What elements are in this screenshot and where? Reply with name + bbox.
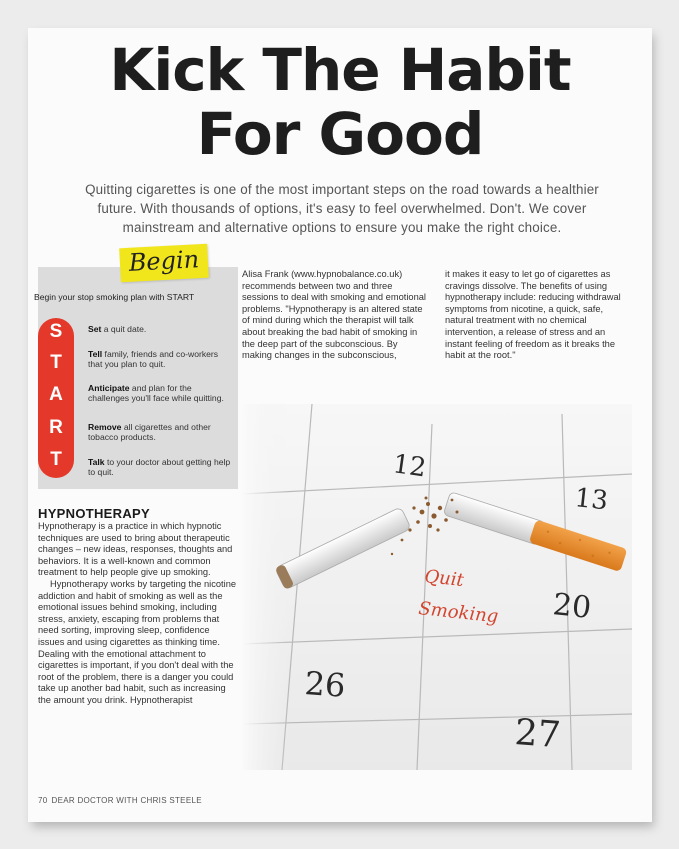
right-column-text: it makes it easy to let go of cigarettes as cravings dissolve. The benefits of using hypnotherapy include: reducing withdrawal symptoms from nicotine, a quick, safe, natural treatment with no chemical intervention, a release of stress and an instant feeling of freedom as it breaks the habit at the root."	[445, 269, 621, 361]
headline-line1: Kick The Habit	[109, 36, 571, 104]
magazine-name: DEAR DOCTOR WITH CHRIS STEELE	[51, 796, 202, 805]
date-12: 12	[391, 449, 428, 484]
step-keyword: Set	[88, 324, 102, 334]
handwriting-quit: Quit	[423, 566, 465, 592]
magazine-page	[28, 28, 652, 822]
date-26: 26	[303, 664, 347, 705]
begin-badge	[119, 244, 209, 283]
intro-paragraph: Quitting cigarettes is one of the most important steps on the road towards a healthier future. With thousands of options, it's easy to feel overwhelmed. Don't. We cover mainstream and alternative options to ensure you make the right choice.	[85, 182, 599, 235]
hypnotherapy-column	[38, 521, 238, 707]
start-step-set	[88, 325, 234, 335]
step-keyword: Talk	[88, 457, 105, 467]
start-letter-t2: T	[50, 449, 62, 470]
start-plan-header: Begin your stop smoking plan with START	[34, 292, 195, 302]
hypnotherapy-paragraph-2: Hypnotherapy works by targeting the nicotine addiction and habit of smoking as well as the emotional issues behind smoking, including stress, anxiety, escaping from problems that need sorting, improving sleep, confidence issues and using cigarettes as thinking time. Dealing with the emotional attachment to cigarettes is important, if you don't deal with the root of the problem, there is a danger you could take up another bad habit, such as increasing the amount you drink. Hypnotherapist	[38, 578, 237, 705]
start-step-anticipate	[88, 384, 234, 403]
step-text: to your doctor about getting help to quit.	[88, 457, 231, 477]
date-27: 27	[513, 712, 562, 757]
step-keyword: Remove	[88, 422, 122, 432]
step-text: a quit date.	[101, 324, 147, 334]
hypnotherapy-paragraph-1: Hypnotherapy is a practice in which hypnotic techniques are used to bring about therapeutic changes – new ideas, responses, thoughts and behaviors. It is a well-known and common treatment to help people give up smoking.	[38, 521, 233, 578]
calendar-cigarette-photo	[242, 404, 632, 770]
step-keyword: Anticipate	[88, 383, 130, 393]
calendar-illustration	[242, 404, 632, 770]
step-text: family, friends and co-workers that you plan to quit.	[88, 349, 219, 369]
step-keyword: Tell	[88, 349, 103, 359]
begin-label: Begin	[128, 245, 200, 277]
start-step-tell	[88, 350, 234, 369]
date-20: 20	[551, 587, 593, 626]
step-text: all cigarettes and other tobacco products.	[88, 422, 211, 442]
hypnotherapy-heading: HYPNOTHERAPY	[38, 506, 150, 521]
headline-line2: For Good	[196, 100, 484, 168]
page-number: 70	[38, 796, 48, 805]
middle-column-text: Alisa Frank (www.hypnobalance.co.uk) recommends between two and three sessions to deal with smoking and emotional problems. "Hypnotherapy is an altered state of mind during which the therapist will talk about breaking the bad habit of smoking in the deep part of the subconscious. By making changes in the subconscious,	[242, 269, 426, 361]
start-letter-a: A	[49, 384, 63, 405]
start-letter-t: T	[50, 352, 62, 373]
step-text: and plan for the challenges you'll face while quitting.	[88, 383, 224, 403]
start-letter-r: R	[49, 417, 63, 438]
start-step-remove	[88, 423, 234, 442]
handwriting-smoking: Smoking	[417, 598, 500, 628]
page-footer	[38, 796, 202, 805]
start-letter-s: S	[49, 321, 63, 342]
date-13: 13	[573, 483, 610, 517]
start-step-talk	[88, 458, 234, 477]
